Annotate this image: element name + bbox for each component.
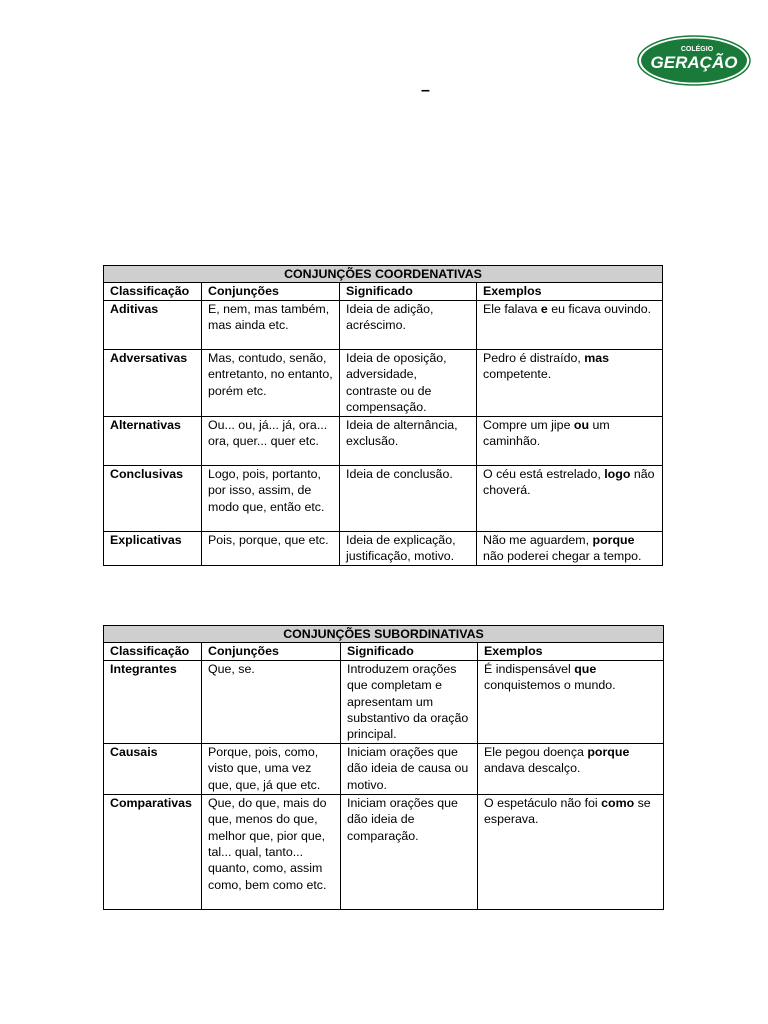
- conjunctions-cell: Logo, pois, portanto, por isso, assim, de modo que, então etc.: [202, 465, 340, 531]
- conjunctions-cell: E, nem, mas também, mas ainda etc.: [202, 300, 340, 349]
- classification-cell: Conclusivas: [104, 465, 202, 531]
- meaning-cell: Ideia de alternância, exclusão.: [340, 416, 477, 465]
- logo-top-text: COLÉGIO: [680, 46, 714, 53]
- table-row: [104, 416, 663, 465]
- classification-cell: Adversativas: [104, 349, 202, 416]
- example-cell: Ele falava e eu ficava ouvindo.: [477, 300, 663, 349]
- table-row: [104, 531, 663, 565]
- column-header: Conjunções: [202, 283, 340, 300]
- meaning-cell: Ideia de adição, acréscimo.: [340, 300, 477, 349]
- column-header: Conjunções: [202, 643, 341, 660]
- table-row: [104, 349, 663, 416]
- meaning-cell: Ideia de oposição, adversidade, contraste ou de compensação.: [340, 349, 477, 416]
- column-header: Significado: [341, 643, 478, 660]
- classification-cell: Aditivas: [104, 300, 202, 349]
- classification-cell: Explicativas: [104, 531, 202, 565]
- meaning-cell: Introduzem orações que completam e apresentam um substantivo da oração principal.: [341, 660, 478, 743]
- conjunctions-cell: Que, se.: [202, 660, 341, 743]
- meaning-cell: Ideia de conclusão.: [340, 465, 477, 531]
- conjunctions-cell: Ou... ou, já... já, ora... ora, quer... quer etc.: [202, 416, 340, 465]
- example-cell: Compre um jipe ou um caminhão.: [477, 416, 663, 465]
- table-title: CONJUNÇÕES SUBORDINATIVAS: [104, 626, 664, 643]
- column-header: Classificação: [104, 283, 202, 300]
- conjunctions-cell: Porque, pois, como, visto que, uma vez que, que, já que etc.: [202, 743, 341, 794]
- subordinativas-table: [103, 625, 664, 910]
- classification-cell: Causais: [104, 743, 202, 794]
- example-cell: É indispensável que conquistemos o mundo.: [478, 660, 664, 743]
- example-cell: Pedro é distraído, mas competente.: [477, 349, 663, 416]
- table-row: [104, 300, 663, 349]
- column-header: Exemplos: [478, 643, 664, 660]
- classification-cell: Comparativas: [104, 794, 202, 909]
- colegio-geracao-logo: [637, 35, 751, 86]
- table-row: [104, 794, 664, 909]
- title-dash: –: [421, 82, 430, 99]
- logo-main-text: GERAÇÃO: [650, 53, 738, 72]
- example-cell: Ele pegou doença porque andava descalço.: [478, 743, 664, 794]
- meaning-cell: Ideia de explicação, justificação, motivo.: [340, 531, 477, 565]
- column-header: Classificação: [104, 643, 202, 660]
- column-header: Exemplos: [477, 283, 663, 300]
- table-row: [104, 465, 663, 531]
- example-cell: Não me aguardem, porque não poderei chegar a tempo.: [477, 531, 663, 565]
- coordinativas-table: [103, 265, 663, 566]
- classification-cell: Alternativas: [104, 416, 202, 465]
- conjunctions-cell: Pois, porque, que etc.: [202, 531, 340, 565]
- meaning-cell: Iniciam orações que dão ideia de causa ou motivo.: [341, 743, 478, 794]
- column-header: Significado: [340, 283, 477, 300]
- meaning-cell: Iniciam orações que dão ideia de comparação.: [341, 794, 478, 909]
- table-title: CONJUNÇÕES COORDENATIVAS: [104, 266, 663, 283]
- conjunctions-cell: Que, do que, mais do que, menos do que, melhor que, pior que, tal... qual, tanto... quanto, como, assim como, bem como etc.: [202, 794, 341, 909]
- table-row: [104, 660, 664, 743]
- conjunctions-cell: Mas, contudo, senão, entretanto, no entanto, porém etc.: [202, 349, 340, 416]
- example-cell: O céu está estrelado, logo não choverá.: [477, 465, 663, 531]
- table-row: [104, 743, 664, 794]
- example-cell: O espetáculo não foi como se esperava.: [478, 794, 664, 909]
- classification-cell: Integrantes: [104, 660, 202, 743]
